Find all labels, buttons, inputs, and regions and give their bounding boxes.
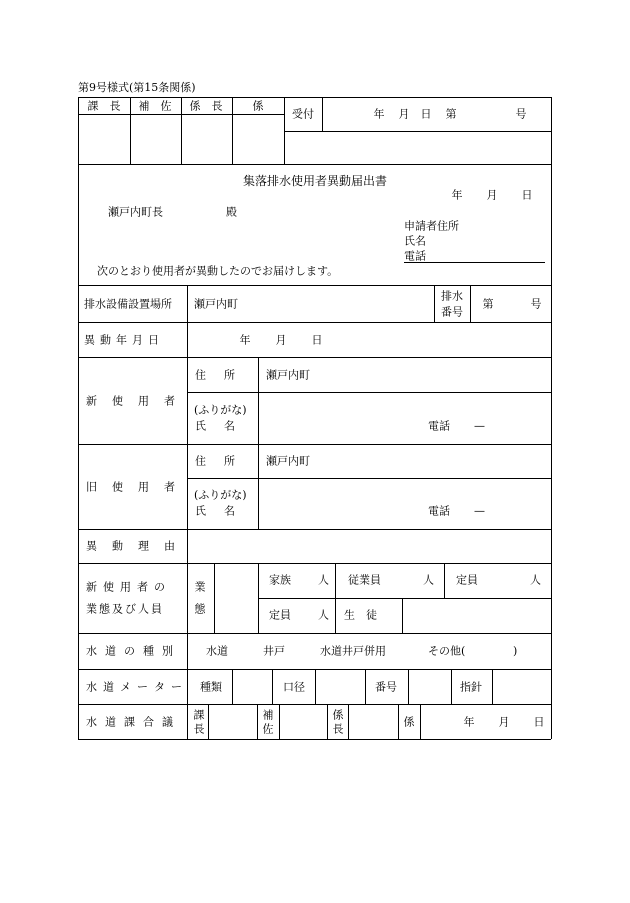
old-user-address-value: 瀬戸内町 <box>266 454 310 468</box>
table-line <box>181 97 182 164</box>
gyotai-char-2: 態 <box>194 602 206 616</box>
water-meter-bango: 番号 <box>375 680 397 694</box>
reception-dai: 第 <box>445 107 457 121</box>
table-line <box>258 357 259 444</box>
change-date-year: 年 <box>239 333 251 347</box>
location-value: 瀬戸内町 <box>194 297 238 311</box>
teiin-nin-1: 人 <box>530 573 541 587</box>
change-date-month: 月 <box>275 333 287 347</box>
drain-number-label-1: 排水 <box>441 289 463 303</box>
date-month: 月 <box>486 188 498 202</box>
table-line <box>420 704 421 739</box>
reason-label: 異動理由 <box>86 539 190 553</box>
applicant-underline <box>404 262 545 263</box>
water-meter-shurui: 種類 <box>200 680 222 694</box>
new-user-phone-dash: — <box>474 419 485 433</box>
table-line <box>232 669 233 704</box>
kacho-header: 課 長 <box>87 99 121 113</box>
teiin-label-2: 定員 <box>269 608 291 622</box>
reception-day: 日 <box>420 107 432 121</box>
form-title: 集落排水使用者異動届出書 <box>242 174 388 188</box>
applicant-phone-label: 電話 <box>404 249 426 263</box>
old-user-address-label: 住所 <box>195 454 253 468</box>
table-line <box>315 669 316 704</box>
applicant-address-label: 申請者住所 <box>404 219 459 233</box>
table-line <box>208 704 209 739</box>
seito-label: 生 徒 <box>344 608 377 622</box>
water-meter-koukei: 口径 <box>283 680 305 694</box>
water-type-opt1: 水道 <box>206 644 228 658</box>
gyotai-char-1: 業 <box>194 580 206 594</box>
table-line <box>214 563 215 633</box>
table-line <box>272 669 273 704</box>
council-kakari: 係 <box>403 715 415 729</box>
table-line <box>348 704 349 739</box>
table-line <box>398 704 399 739</box>
new-user-address-label: 住所 <box>195 368 253 382</box>
old-user-label: 旧使用者 <box>86 480 190 494</box>
notice-text: 次のとおり使用者が異動したのでお届けします。 <box>97 264 339 278</box>
business-label-line1: 新使用者の <box>86 580 171 594</box>
water-type-label: 水道の種別 <box>86 644 181 658</box>
table-line <box>187 392 551 393</box>
reception-go: 号 <box>515 107 527 121</box>
drain-number-go: 号 <box>530 297 542 311</box>
hosa-header: 補 佐 <box>138 99 172 113</box>
table-line <box>78 633 551 634</box>
water-type-opt3: 水道井戸併用 <box>320 644 386 658</box>
old-user-phone: 電話 <box>428 504 450 518</box>
reception-year: 年 <box>373 107 385 121</box>
table-line <box>451 669 452 704</box>
table-line <box>130 97 131 164</box>
new-user-name-label: 氏名 <box>195 419 253 433</box>
council-kakaricho-1: 係 <box>332 708 344 722</box>
table-line <box>232 97 233 164</box>
addressee-suffix: 殿 <box>226 205 237 219</box>
table-line <box>258 598 551 599</box>
table-line <box>78 704 551 705</box>
table-line <box>78 322 551 323</box>
jugyoin-label: 従業員 <box>348 573 381 587</box>
old-user-name-label: 氏名 <box>195 504 253 518</box>
table-line <box>335 563 336 633</box>
business-label-line2: 業態及び人員 <box>86 602 164 616</box>
council-label: 水道課合議 <box>86 715 181 729</box>
table-border-left <box>78 97 79 739</box>
kazoku-label: 家族 <box>269 573 291 587</box>
table-line <box>78 97 551 98</box>
teiin-label-1: 定員 <box>456 573 478 587</box>
table-line <box>470 285 471 322</box>
change-date-label <box>84 335 180 346</box>
teiin-nin-2: 人 <box>318 608 329 622</box>
council-month: 月 <box>498 715 510 729</box>
kakaricho-header: 係 長 <box>189 99 223 113</box>
table-line <box>492 669 493 704</box>
change-date-day: 日 <box>311 333 323 347</box>
table-line <box>402 598 403 633</box>
table-line <box>408 669 409 704</box>
date-year: 年 <box>451 188 463 202</box>
table-line <box>78 739 551 740</box>
council-day: 日 <box>533 715 545 729</box>
table-line <box>78 529 551 530</box>
form-number: 第9号様式(第15条関係) <box>78 81 196 94</box>
table-line <box>284 131 551 132</box>
council-kacho-1: 課 <box>193 708 205 722</box>
water-meter-shishin: 指針 <box>460 680 482 694</box>
new-user-furigana: (ふりがな) <box>194 403 247 417</box>
change-date-label-text: 異動年月日 <box>84 333 164 347</box>
reception-month: 月 <box>398 107 410 121</box>
table-line <box>187 285 188 739</box>
table-border-right <box>551 97 552 739</box>
table-line <box>327 704 328 739</box>
table-line <box>78 164 551 165</box>
table-line <box>284 97 285 164</box>
old-user-phone-dash: — <box>474 504 485 518</box>
water-type-close: ) <box>513 644 518 658</box>
kakari-header: 係 <box>252 99 264 113</box>
table-line <box>444 563 445 598</box>
table-line <box>78 563 551 564</box>
water-type-opt4: その他( <box>428 644 466 658</box>
table-line <box>187 478 551 479</box>
table-line <box>434 285 435 322</box>
old-user-furigana: (ふりがな) <box>194 488 247 502</box>
reception-label: 受付 <box>292 107 314 121</box>
table-line <box>257 704 258 739</box>
drain-number-dai: 第 <box>482 297 494 311</box>
applicant-name-label: 氏名 <box>404 234 426 248</box>
new-user-address-value: 瀬戸内町 <box>266 368 310 382</box>
water-type-opt2: 井戸 <box>263 644 285 658</box>
table-line <box>258 444 259 529</box>
table-line <box>78 285 551 286</box>
council-kakaricho-2: 長 <box>332 722 344 736</box>
table-line <box>78 357 551 358</box>
table-line <box>258 563 259 633</box>
drain-number-label-2: 番号 <box>441 305 463 319</box>
jugyoin-nin: 人 <box>423 573 434 587</box>
location-label: 排水設備設置場所 <box>84 297 172 311</box>
table-line <box>365 669 366 704</box>
date-day: 日 <box>521 188 533 202</box>
addressee-name: 瀬戸内町長 <box>108 205 163 219</box>
council-hosa-1: 補 <box>262 708 274 722</box>
council-year: 年 <box>463 715 475 729</box>
table-line <box>322 97 323 131</box>
water-meter-label: 水道メーター <box>86 680 188 694</box>
new-user-phone: 電話 <box>428 419 450 433</box>
council-hosa-2: 佐 <box>262 722 274 736</box>
council-kacho-2: 長 <box>193 722 205 736</box>
table-line <box>78 444 551 445</box>
kazoku-nin: 人 <box>318 573 329 587</box>
table-line <box>279 704 280 739</box>
new-user-label: 新使用者 <box>86 394 190 408</box>
